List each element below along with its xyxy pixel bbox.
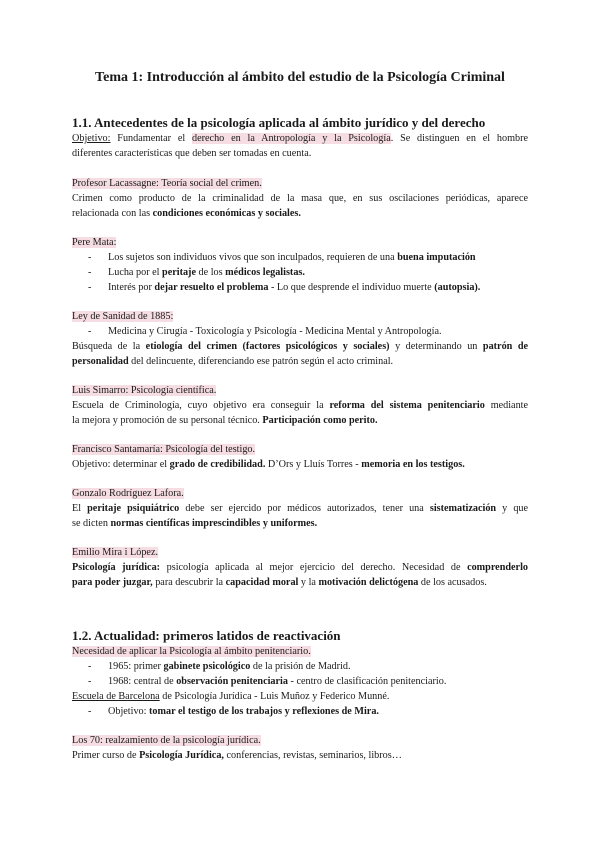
lacassagne-line-1: Crimen como producto de la criminalidad de la masa que, en sus oscilaciones periódicas, aparece [72, 193, 528, 204]
bullet-dash: - [88, 267, 92, 278]
bold-text: Psicología Jurídica, [139, 750, 224, 761]
text-run: 1968: central de [108, 676, 174, 687]
escuela-line [72, 690, 528, 704]
ley-heading [72, 310, 528, 324]
highlighted-text: Emilio Mira i López. [72, 547, 159, 558]
lacassagne-heading [72, 177, 528, 191]
bold-text: motivación delictógena [318, 577, 419, 588]
objetivo-line-1 [72, 132, 528, 146]
bold-text: Participación como perito. [262, 415, 378, 426]
text-run: para descubrir la [155, 577, 224, 588]
text-run: - centro de clasificación penitenciario. [290, 676, 447, 687]
bullet-dash: - [88, 676, 92, 687]
santamaria-line [72, 458, 528, 472]
bullet-dash: - [88, 326, 92, 337]
bold-text: condiciones económicas y sociales. [152, 208, 301, 219]
text-run: se dicten [72, 518, 108, 529]
text-run: del delincuente, diferenciando ese patrón según el acto criminal. [131, 356, 394, 367]
highlighted-text: derecho en la Antropología y la Psicología [192, 133, 391, 144]
text-run: y determinando un [395, 341, 478, 352]
lacassagne-line-2 [72, 207, 528, 221]
highlighted-text: Francisco Santamaría: Psicología del testigo. [72, 444, 256, 455]
primer-curso-line [72, 749, 528, 763]
text-run: y que [502, 503, 529, 514]
bold-text: reforma del sistema penitenciario [329, 400, 485, 411]
mira-heading [72, 546, 528, 560]
lafora-line-1 [72, 502, 528, 516]
text-run: Lucha por el [108, 267, 160, 278]
mira-line-2 [72, 576, 528, 590]
simarro-heading [72, 384, 528, 398]
highlighted-text: Luis Simarro: Psicología científica. [72, 385, 217, 396]
text-run: . Se distinguen en el hombre [390, 133, 529, 144]
text-run: Los sujetos son individuos vivos que son inculpados, requieren de una [108, 252, 395, 263]
bold-text: tomar el testigo de los trabajos y reflexiones de Mira. [149, 706, 379, 717]
actualidad-bullet-3 [88, 705, 379, 719]
actualidad-bullet-2 [88, 675, 446, 689]
highlighted-text: Los 70: realzamiento de la psicología jurídica. [72, 735, 261, 746]
necesidad-line [72, 645, 528, 659]
ley-bullet-1 [88, 325, 442, 339]
bold-text: grado de credibilidad. [169, 459, 266, 470]
santamaria-heading [72, 443, 528, 457]
bold-text: sistematización [429, 503, 497, 514]
text-run: de los [198, 267, 223, 278]
mata-heading [72, 236, 528, 250]
mata-bullet-1 [88, 251, 476, 265]
bullet-dash: - [88, 706, 92, 717]
bold-text: comprenderlo [467, 562, 528, 573]
bold-text: patrón de [482, 341, 529, 352]
mata-bullet-2 [88, 266, 305, 280]
text-run: de la prisión de Madrid. [252, 661, 351, 672]
text-run: D’Ors y Lluís Torres - [267, 459, 359, 470]
highlighted-text: Pere Mata: [72, 237, 117, 248]
lafora-heading [72, 487, 528, 501]
text-run: debe ser ejercido por médicos autorizados, tener una [185, 503, 424, 514]
text-run: Búsqueda de la [72, 341, 141, 352]
bold-text: dejar resuelto el problema [154, 282, 269, 293]
bold-text: médicos legalistas. [225, 267, 305, 278]
text-run: conferencias, revistas, seminarios, libros… [226, 750, 402, 761]
bold-text: personalidad [72, 356, 129, 367]
text-run: Interés por [108, 282, 152, 293]
text-run: de los acusados. [420, 577, 487, 588]
simarro-line-1 [72, 399, 528, 413]
highlighted-text: Gonzalo Rodríguez Lafora. [72, 488, 184, 499]
text-run: Objetivo: determinar el [72, 459, 168, 470]
highlighted-text: Necesidad de aplicar la Psicología al ámbito penitenciario. [72, 646, 311, 657]
text-run: la mejora y promoción de su personal técnico. [72, 415, 260, 426]
bold-text: normas científicas imprescindibles y uniformes. [110, 518, 318, 529]
objetivo-line-2: diferentes características que deben ser tomadas en cuenta. [72, 148, 312, 159]
mira-line-1 [72, 561, 528, 575]
bullet-dash: - [88, 661, 92, 672]
bullet-dash: - [88, 282, 92, 293]
underlined-text: Escuela de Barcelona [72, 691, 160, 702]
text-run: Objetivo: [108, 706, 147, 717]
mata-bullet-3 [88, 281, 480, 295]
bold-text: capacidad moral [225, 577, 299, 588]
text-run: de Psicología Jurídica - Luis Muñoz y Federico Munné. [162, 691, 390, 702]
bold-text: para poder juzgar, [72, 577, 153, 588]
section-2-heading: 1.2. Actualidad: primeros latidos de reactivación [72, 628, 341, 643]
bold-text: buena imputación [397, 252, 476, 263]
objetivo-label: Objetivo: [72, 133, 111, 144]
bold-text: etiología del crimen (factores psicológicos y sociales) [145, 341, 390, 352]
text-run: - Lo que desprende el individuo muerte [270, 282, 432, 293]
bold-text: peritaje psiquiátrico [87, 503, 180, 514]
bold-text: peritaje [162, 267, 196, 278]
highlighted-text: Ley de Sanidad de 1885: [72, 311, 174, 322]
text-run: Escuela de Criminología, cuyo objetivo era conseguir la [72, 400, 324, 411]
ley-line-2 [72, 355, 528, 369]
text-run: relacionada con las [72, 208, 151, 219]
bold-text: Psicología jurídica: [72, 562, 161, 573]
text-run: psicología aplicada al mejor ejercicio del derecho. Necesidad de [166, 562, 461, 573]
los70-heading [72, 734, 528, 748]
document-title: Tema 1: Introducción al ámbito del estudio de la Psicología Criminal [95, 70, 505, 85]
actualidad-bullet-1 [88, 660, 351, 674]
text-run: y la [300, 577, 316, 588]
bullet-dash: - [88, 252, 92, 263]
text-run: El [72, 503, 82, 514]
bold-text: memoria en los testigos. [361, 459, 465, 470]
text-run: mediante [490, 400, 529, 411]
simarro-line-2 [72, 414, 528, 428]
highlighted-text: Profesor Lacassagne: Teoría social del crimen. [72, 178, 262, 189]
bold-text: gabinete psicológico [163, 661, 251, 672]
section-1-heading: 1.1. Antecedentes de la psicología aplicada al ámbito jurídico y del derecho [72, 115, 486, 130]
lafora-line-2 [72, 517, 528, 531]
text-run: Primer curso de [72, 750, 137, 761]
ley-line-1 [72, 340, 528, 354]
bold-text: (autopsia). [434, 282, 481, 293]
text-run: Medicina y Cirugía - Toxicología y Psicología - Medicina Mental y Antropología. [108, 326, 442, 337]
text-run: 1965: primer [108, 661, 161, 672]
bold-text: observación penitenciaria [176, 676, 288, 687]
text-run: Fundamentar el [117, 133, 186, 144]
